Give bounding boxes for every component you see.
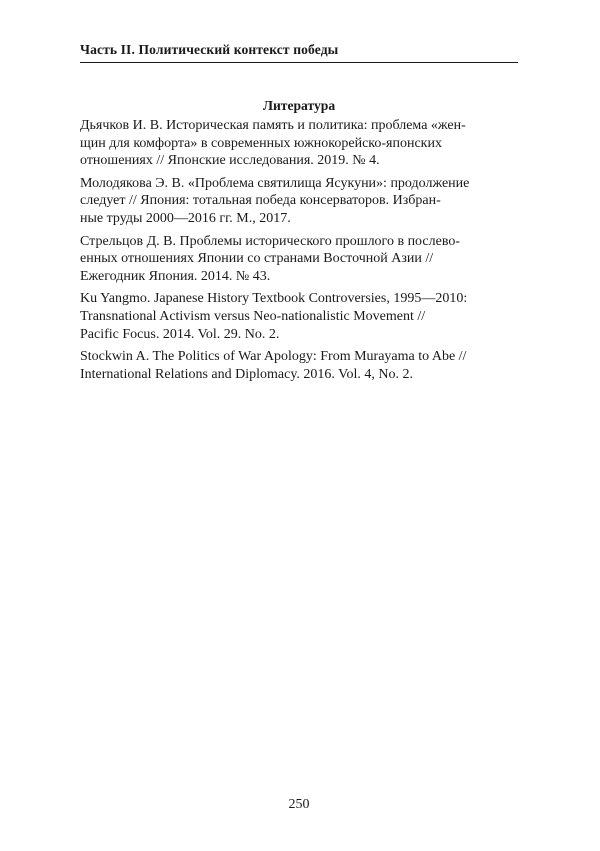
reference-line: Ku Yangmo. Japanese History Textbook Controversies, 1995—2010:: [80, 291, 468, 307]
reference-item: [80, 175, 518, 228]
reference-line: отношениях // Японские исследования. 2019. № 4.: [80, 153, 380, 169]
reference-item: [80, 348, 518, 383]
reference-line: енных отношениях Японии со странами Восточной Азии //: [80, 251, 434, 267]
reference-line: Дьячков И. В. Историческая память и политика: проблема «жен-: [80, 118, 466, 133]
reference-item: [80, 233, 518, 286]
reference-item: [80, 117, 518, 170]
header-rule: [80, 62, 518, 63]
reference-line: ные труды 2000—2016 гг. М., 2017.: [80, 210, 291, 226]
reference-line: Молодякова Э. В. «Проблема святилища Ясукуни»: продолжение: [80, 175, 470, 191]
reference-line: Ежегодник Япония. 2014. № 43.: [80, 268, 271, 284]
reference-item: [80, 290, 518, 343]
page-number: 250: [288, 797, 310, 812]
running-header: Часть II. Политический контекст победы: [80, 42, 339, 57]
reference-line: щин для комфорта» в современных южнокорейско-японских: [80, 135, 442, 151]
section-title: Литература: [262, 98, 336, 113]
reference-line: следует // Япония: тотальная победа консерваторов. Избран-: [80, 193, 441, 209]
reference-line: Transnational Activism versus Neo-nationalistic Movement //: [80, 308, 426, 324]
reference-line: International Relations and Diplomacy. 2016. Vol. 4, No. 2.: [80, 366, 413, 382]
reference-line: Стрельцов Д. В. Проблемы исторического прошлого в послево-: [80, 233, 460, 249]
reference-list: [80, 117, 518, 388]
reference-line: Stockwin A. The Politics of War Apology: From Murayama to Abe //: [80, 349, 467, 365]
reference-line: Pacific Focus. 2014. Vol. 29. No. 2.: [80, 326, 280, 342]
